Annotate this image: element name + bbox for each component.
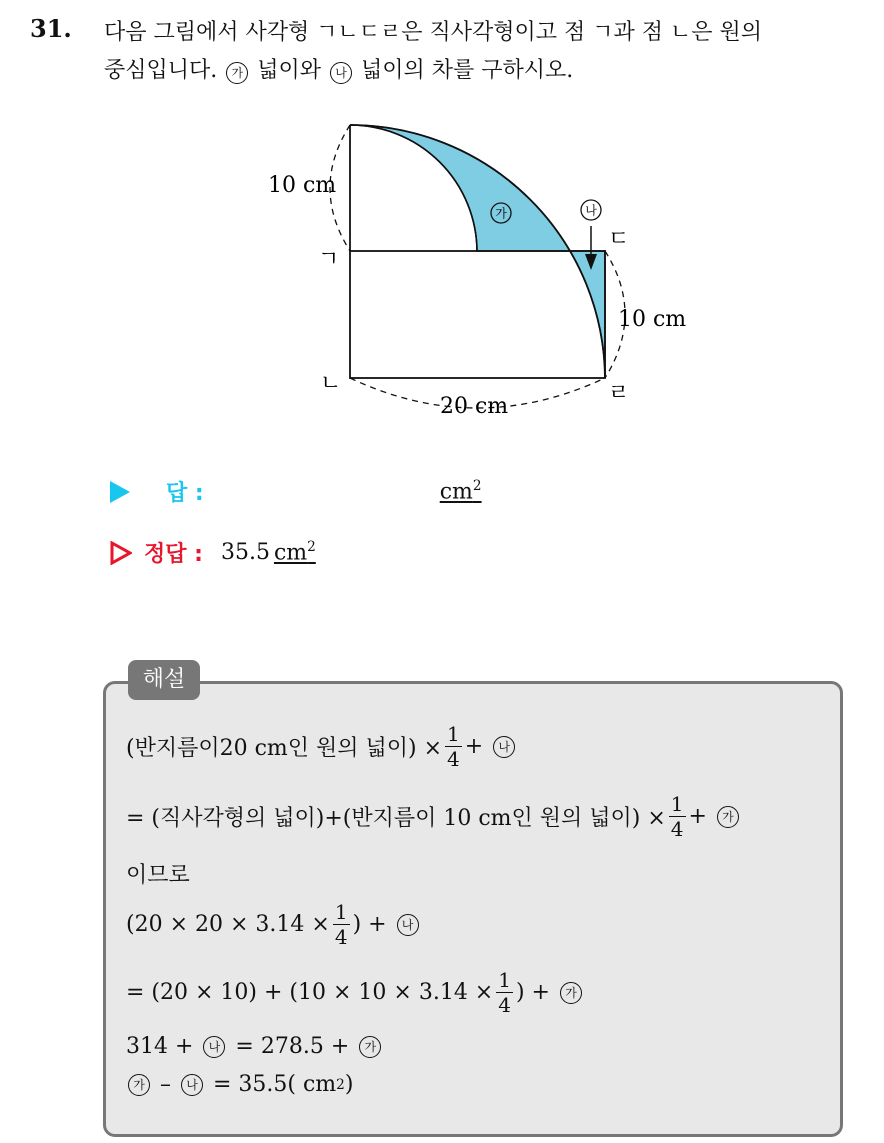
label-point-n: ㄴ [320, 371, 342, 396]
explanation-line-7: 가 – 나 = 35.5( cm 2 ) [126, 1072, 353, 1097]
answer-label: 답 : [166, 481, 204, 506]
answer-triangle-icon [110, 481, 130, 503]
question-line-2-part-a: 중심입니다. [104, 58, 225, 83]
question-line-2-part-b: 넓이와 [250, 58, 328, 83]
fraction-one-quarter: $\frac{1}{4}$ [670, 792, 684, 841]
circled-ga-symbol: 가 [226, 62, 248, 84]
explanation-line-5: = (20 × 10) + (10 × 10 × 3.14 × $\frac{1}{4}$ ) + 가 [126, 968, 584, 1017]
small-arc [350, 125, 477, 251]
circled-na-symbol: 나 [493, 736, 515, 758]
geometry-figure [260, 108, 720, 428]
label-point-r: ㄹ [608, 381, 630, 406]
circled-ga-symbol: 가 [359, 1036, 381, 1058]
label-20cm: 20 cm [440, 394, 509, 419]
circled-ga-symbol: 가 [717, 806, 739, 828]
fraction-one-quarter: $\frac{1}{4}$ [498, 968, 511, 1017]
correct-value: 35.5 [220, 540, 270, 565]
label-point-d: ㄷ [608, 227, 630, 252]
explanation-line-6: 314 + 나 = 278.5 + 가 [126, 1034, 383, 1059]
answer-unit: $cm^2$ [439, 478, 482, 505]
correct-triangle-icon [110, 541, 132, 565]
rectangle [350, 251, 605, 378]
circle-ga-label: 가 [495, 206, 507, 221]
question-line-2-part-c: 넓이의 차를 구하시오. [354, 58, 574, 83]
explanation-line-4: (20 × 20 × 3.14 × $\frac{1}{4}$ ) + 나 [126, 900, 421, 949]
explanation-line-3: 이므로 [126, 863, 190, 888]
question-line-1: 다음 그림에서 사각형 ㄱㄴㄷㄹ은 직사각형이고 점 ㄱ과 점 ㄴ은 원의 [104, 20, 762, 45]
circled-ga-symbol: 가 [560, 982, 582, 1004]
correct-label: 정답 : [144, 542, 203, 567]
explanation-line-2: = (직사각형의 넓이)+(반지름이 10 cm인 원의 넓이) × $\frac{1}{4}$ + 가 [126, 792, 741, 841]
label-10cm-left: 10 cm [268, 173, 337, 198]
circled-ga-symbol: 가 [128, 1074, 150, 1096]
question-text [104, 14, 864, 90]
answer-row [110, 476, 482, 507]
explanation-line-1: (반지름이20 cm인 원의 넓이) × $\frac{1}{4}$ + 나 [126, 722, 517, 771]
question-line-2 [104, 52, 864, 90]
correct-answer-row [110, 537, 316, 568]
region-na [570, 251, 605, 378]
explanation-tag: 해설 [128, 660, 200, 700]
question-number: 31. [30, 14, 72, 43]
label-10cm-right: 10 cm [618, 307, 687, 332]
correct-unit: $cm^2$ [273, 539, 316, 566]
circle-na-label: 나 [585, 203, 597, 218]
circled-na-symbol: 나 [330, 62, 352, 84]
fraction-one-quarter: $\frac{1}{4}$ [334, 900, 348, 949]
fraction-one-quarter: $\frac{1}{4}$ [447, 722, 460, 771]
circled-na-symbol: 나 [397, 914, 419, 936]
circled-na-symbol: 나 [203, 1036, 225, 1058]
label-point-g: ㄱ [318, 247, 340, 272]
circled-na-symbol: 나 [181, 1074, 203, 1096]
